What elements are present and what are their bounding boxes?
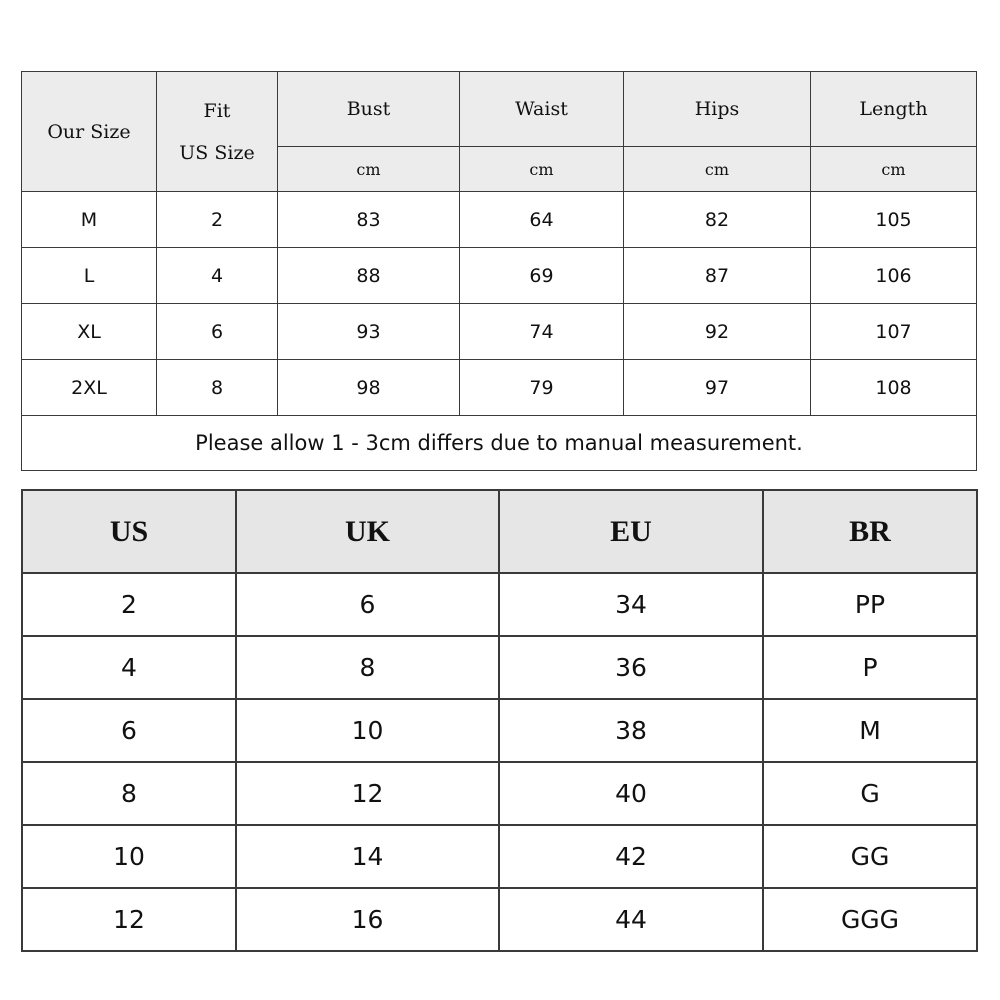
cell-waist: 64 [460, 192, 624, 248]
cell-length: 106 [811, 248, 977, 304]
cell-hips: 87 [624, 248, 811, 304]
header-us-size-label: US Size [179, 141, 255, 164]
measurement-note: Please allow 1 - 3cm differs due to manual measurement. [22, 416, 977, 471]
cell-hips: 92 [624, 304, 811, 360]
cell-bust: 88 [278, 248, 460, 304]
size-row [22, 192, 977, 248]
cell-bust: 93 [278, 304, 460, 360]
conversion-table-body [22, 573, 977, 951]
cell-length: 105 [811, 192, 977, 248]
cell-eu: 36 [499, 636, 763, 699]
size-row [22, 304, 977, 360]
conversion-header-row [22, 490, 977, 573]
cell-us: 12 [22, 888, 236, 951]
cell-us-size: 6 [157, 304, 278, 360]
header-hips: Hips [624, 72, 811, 147]
cell-us-size: 4 [157, 248, 278, 304]
conversion-row [22, 699, 977, 762]
size-conversion-table [21, 489, 978, 952]
cell-br: M [763, 699, 977, 762]
header-waist: Waist [460, 72, 624, 147]
cell-length: 108 [811, 360, 977, 416]
size-table-body [22, 192, 977, 416]
note-row [22, 416, 977, 471]
cell-uk: 12 [236, 762, 499, 825]
cell-bust: 98 [278, 360, 460, 416]
cell-uk: 6 [236, 573, 499, 636]
size-row [22, 360, 977, 416]
cell-eu: 42 [499, 825, 763, 888]
unit-hips: cm [624, 147, 811, 192]
header-us: US [22, 490, 236, 573]
cell-length: 107 [811, 304, 977, 360]
header-uk: UK [236, 490, 499, 573]
cell-eu: 44 [499, 888, 763, 951]
header-fit-us-size [157, 72, 278, 192]
cell-us-size: 2 [157, 192, 278, 248]
cell-waist: 79 [460, 360, 624, 416]
cell-eu: 38 [499, 699, 763, 762]
cell-br: GGG [763, 888, 977, 951]
size-chart-table [21, 71, 977, 471]
unit-length: cm [811, 147, 977, 192]
header-bust: Bust [278, 72, 460, 147]
cell-our-size: L [22, 248, 157, 304]
conversion-row [22, 825, 977, 888]
cell-hips: 82 [624, 192, 811, 248]
cell-waist: 69 [460, 248, 624, 304]
conversion-row [22, 636, 977, 699]
cell-br: PP [763, 573, 977, 636]
cell-eu: 34 [499, 573, 763, 636]
conversion-row [22, 573, 977, 636]
unit-waist: cm [460, 147, 624, 192]
cell-uk: 16 [236, 888, 499, 951]
cell-uk: 10 [236, 699, 499, 762]
header-our-size: Our Size [22, 72, 157, 192]
cell-us: 8 [22, 762, 236, 825]
cell-uk: 14 [236, 825, 499, 888]
cell-us: 4 [22, 636, 236, 699]
cell-us-size: 8 [157, 360, 278, 416]
conversion-row [22, 762, 977, 825]
header-br: BR [763, 490, 977, 573]
cell-br: P [763, 636, 977, 699]
cell-us: 2 [22, 573, 236, 636]
header-fit-label: Fit [203, 99, 231, 122]
cell-br: GG [763, 825, 977, 888]
cell-bust: 83 [278, 192, 460, 248]
size-row [22, 248, 977, 304]
header-eu: EU [499, 490, 763, 573]
header-length: Length [811, 72, 977, 147]
cell-br: G [763, 762, 977, 825]
cell-our-size: M [22, 192, 157, 248]
conversion-row [22, 888, 977, 951]
cell-us: 6 [22, 699, 236, 762]
unit-bust: cm [278, 147, 460, 192]
cell-us: 10 [22, 825, 236, 888]
cell-uk: 8 [236, 636, 499, 699]
cell-our-size: XL [22, 304, 157, 360]
cell-waist: 74 [460, 304, 624, 360]
cell-eu: 40 [499, 762, 763, 825]
cell-our-size: 2XL [22, 360, 157, 416]
cell-hips: 97 [624, 360, 811, 416]
